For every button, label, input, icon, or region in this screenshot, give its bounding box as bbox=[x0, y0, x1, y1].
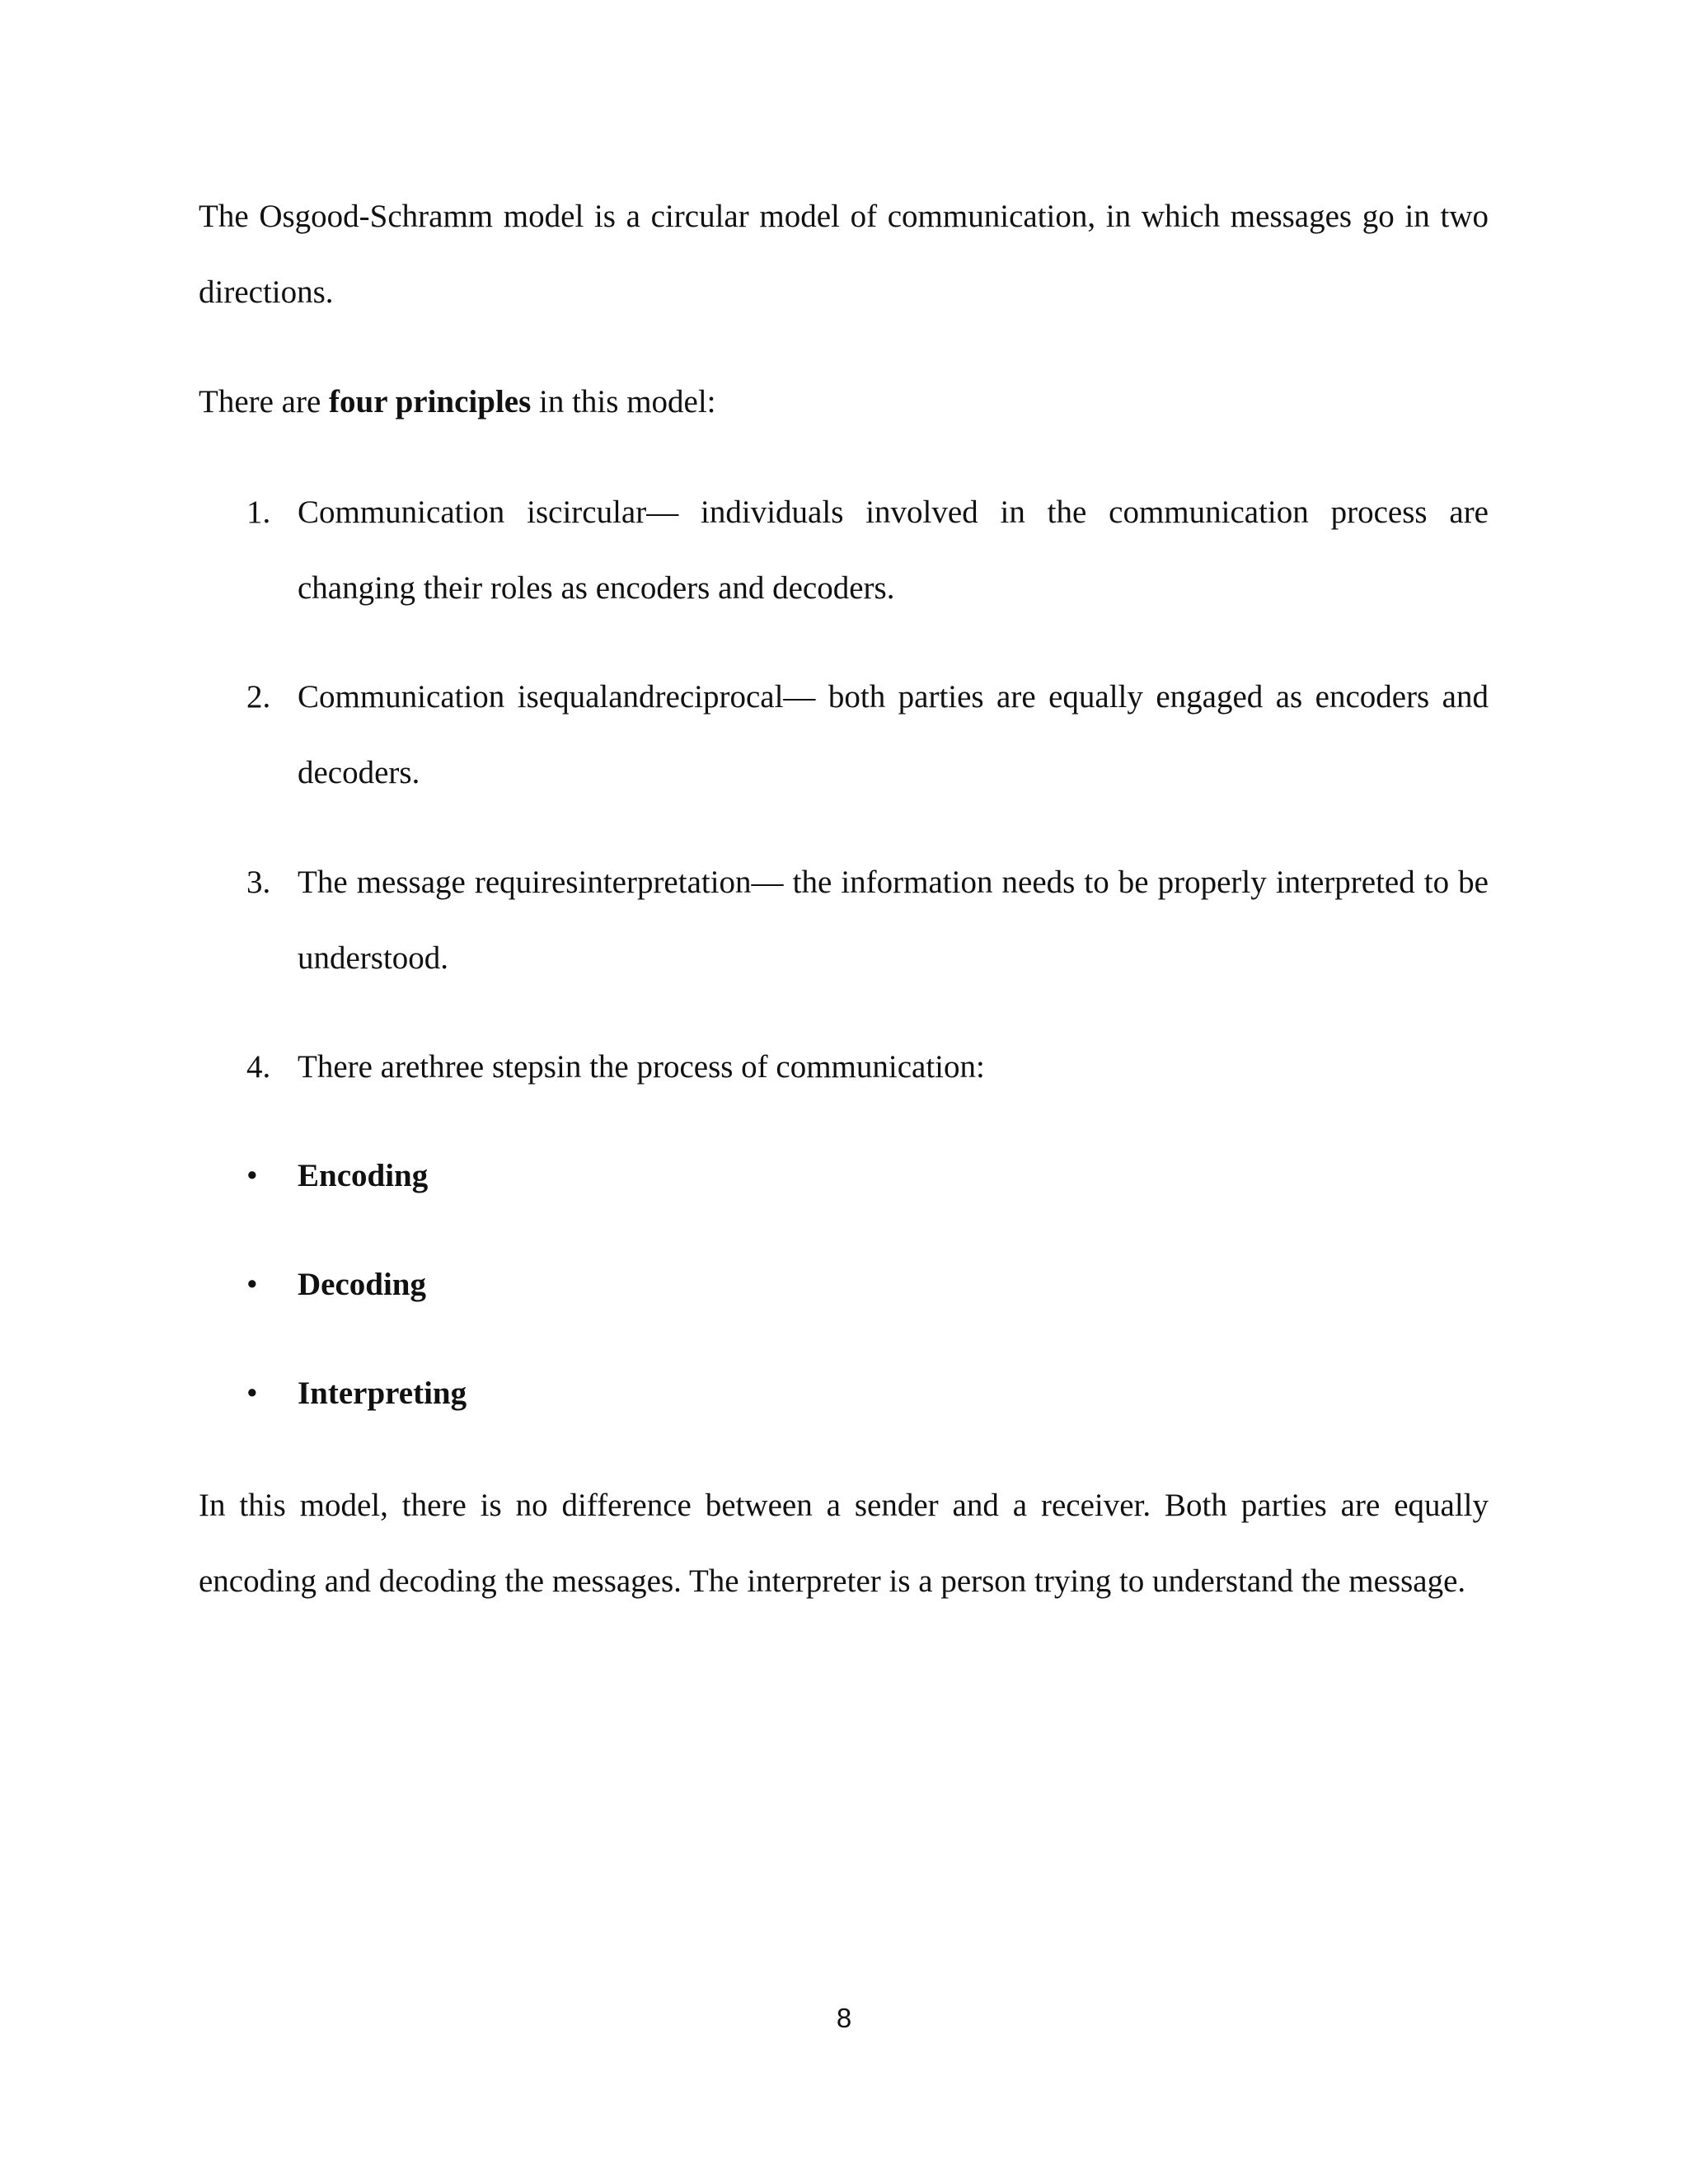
step-item-decoding bbox=[199, 1247, 1489, 1323]
principle-item-4 bbox=[199, 1029, 1489, 1105]
principles-lead-paragraph bbox=[199, 364, 1489, 440]
principle-number: 4. bbox=[246, 1049, 271, 1085]
principle-item-2 bbox=[199, 659, 1489, 811]
principle-text: The message requiresinterpretation— the information needs to be properly interpreted to be understood. bbox=[298, 865, 1489, 976]
principle-text: There arethree stepsin the process of communication: bbox=[298, 1049, 985, 1085]
principle-text: Communication iscircular— individuals involved in the communication process are changing their roles as encoders and decoders. bbox=[298, 494, 1489, 606]
bullet-icon: • bbox=[246, 1376, 258, 1411]
principle-item-1 bbox=[199, 475, 1489, 626]
principle-number: 1. bbox=[246, 494, 271, 530]
principle-number: 3. bbox=[246, 865, 271, 900]
principle-number: 2. bbox=[246, 679, 271, 715]
bullet-icon: • bbox=[246, 1267, 258, 1302]
page-number: 8 bbox=[836, 2003, 852, 2033]
lead-text-after: in this model: bbox=[531, 384, 716, 419]
step-label: Encoding bbox=[298, 1158, 429, 1193]
principle-text: Communication isequalandreciprocal— both parties are equally engaged as encoders and decoders. bbox=[298, 679, 1489, 790]
intro-paragraph: The Osgood-Schramm model is a circular model of communication, in which messages go in two directions. bbox=[199, 199, 1489, 310]
step-label: Decoding bbox=[298, 1267, 426, 1302]
step-item-interpreting bbox=[199, 1356, 1489, 1432]
lead-text-before: There are bbox=[199, 384, 330, 419]
step-item-encoding bbox=[199, 1138, 1489, 1214]
bullet-icon: • bbox=[246, 1158, 258, 1193]
principle-item-3 bbox=[199, 845, 1489, 996]
step-label: Interpreting bbox=[298, 1376, 467, 1411]
lead-bold-text: four principles bbox=[329, 384, 532, 419]
closing-paragraph: In this model, there is no difference between a sender and a receiver. Both parties are equally encoding and decoding the messages. The interpreter is a person trying to understand the message. bbox=[199, 1488, 1489, 1599]
